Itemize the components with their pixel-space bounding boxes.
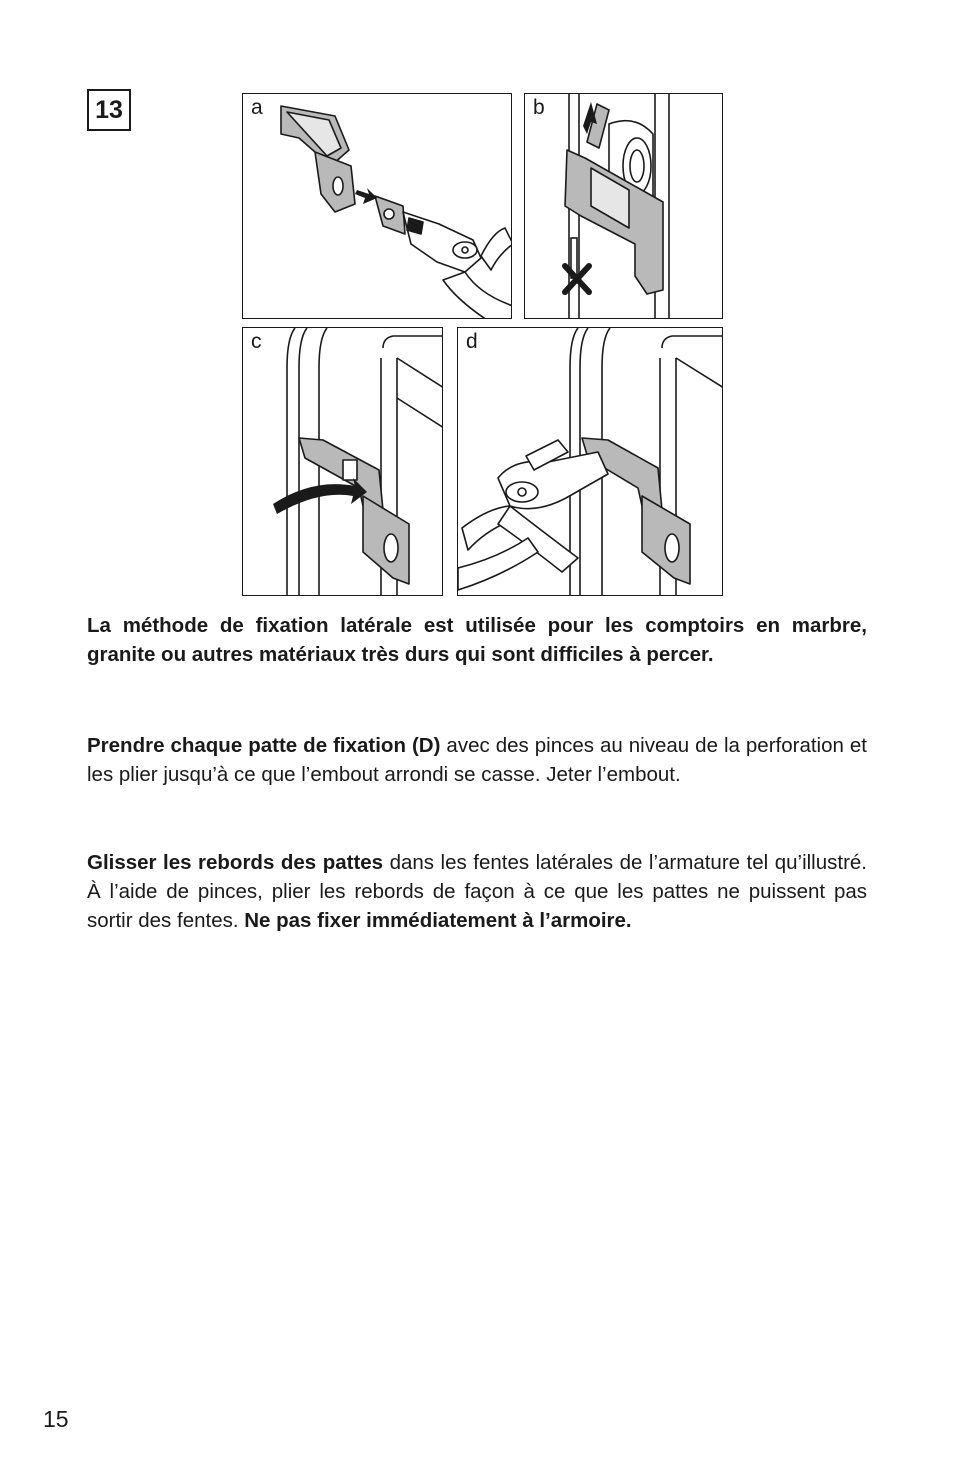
insert-bracket-into-slot-illustration [243, 328, 443, 596]
paragraph-3-text: dans les fentes latérales de l’armature tel qu’illustré. À l’aide de pinces, plier les rebords de façon à ce que les pattes ne puissent pas sortir des fentes. [87, 851, 868, 932]
panel-label-b: b [533, 96, 545, 119]
paragraph-1-bold: La méthode de fixation latérale est utilisée pour les comptoirs en marbre, granite ou autres matériaux très durs qui sont difficiles à percer. [87, 614, 867, 666]
paragraph-side-mount-intro [87, 611, 867, 669]
paragraph-3-bold-tail: Ne pas fixer immédiatement à l’armoire. [244, 909, 632, 932]
page-number: 15 [43, 1406, 69, 1432]
panel-label-d: d [466, 330, 478, 353]
paragraph-slide-tabs [87, 848, 867, 935]
step-number-box [87, 89, 131, 131]
figure-panel-c [242, 327, 443, 596]
paragraph-2-bold: Prendre chaque patte de fixation (D) [87, 734, 441, 757]
figure-panel-b [524, 93, 723, 319]
bend-tabs-with-pliers-illustration [458, 328, 723, 596]
paragraph-3-bold-lead: Glisser les rebords des pattes [87, 851, 384, 874]
panel-label-a: a [251, 96, 263, 119]
incorrect-bracket-insertion-illustration [525, 94, 723, 319]
paragraph-break-tab [87, 731, 867, 789]
panel-label-c: c [251, 330, 262, 353]
pliers-breaking-tab-illustration [243, 94, 512, 319]
step-number: 13 [95, 95, 123, 124]
figure-panel-a [242, 93, 512, 319]
figure-panel-d [457, 327, 723, 596]
paragraph-2-text: avec des pinces au niveau de la perforation et les plier jusqu’à ce que l’embout arrondi se casse. Jeter l’embout. [87, 734, 867, 786]
